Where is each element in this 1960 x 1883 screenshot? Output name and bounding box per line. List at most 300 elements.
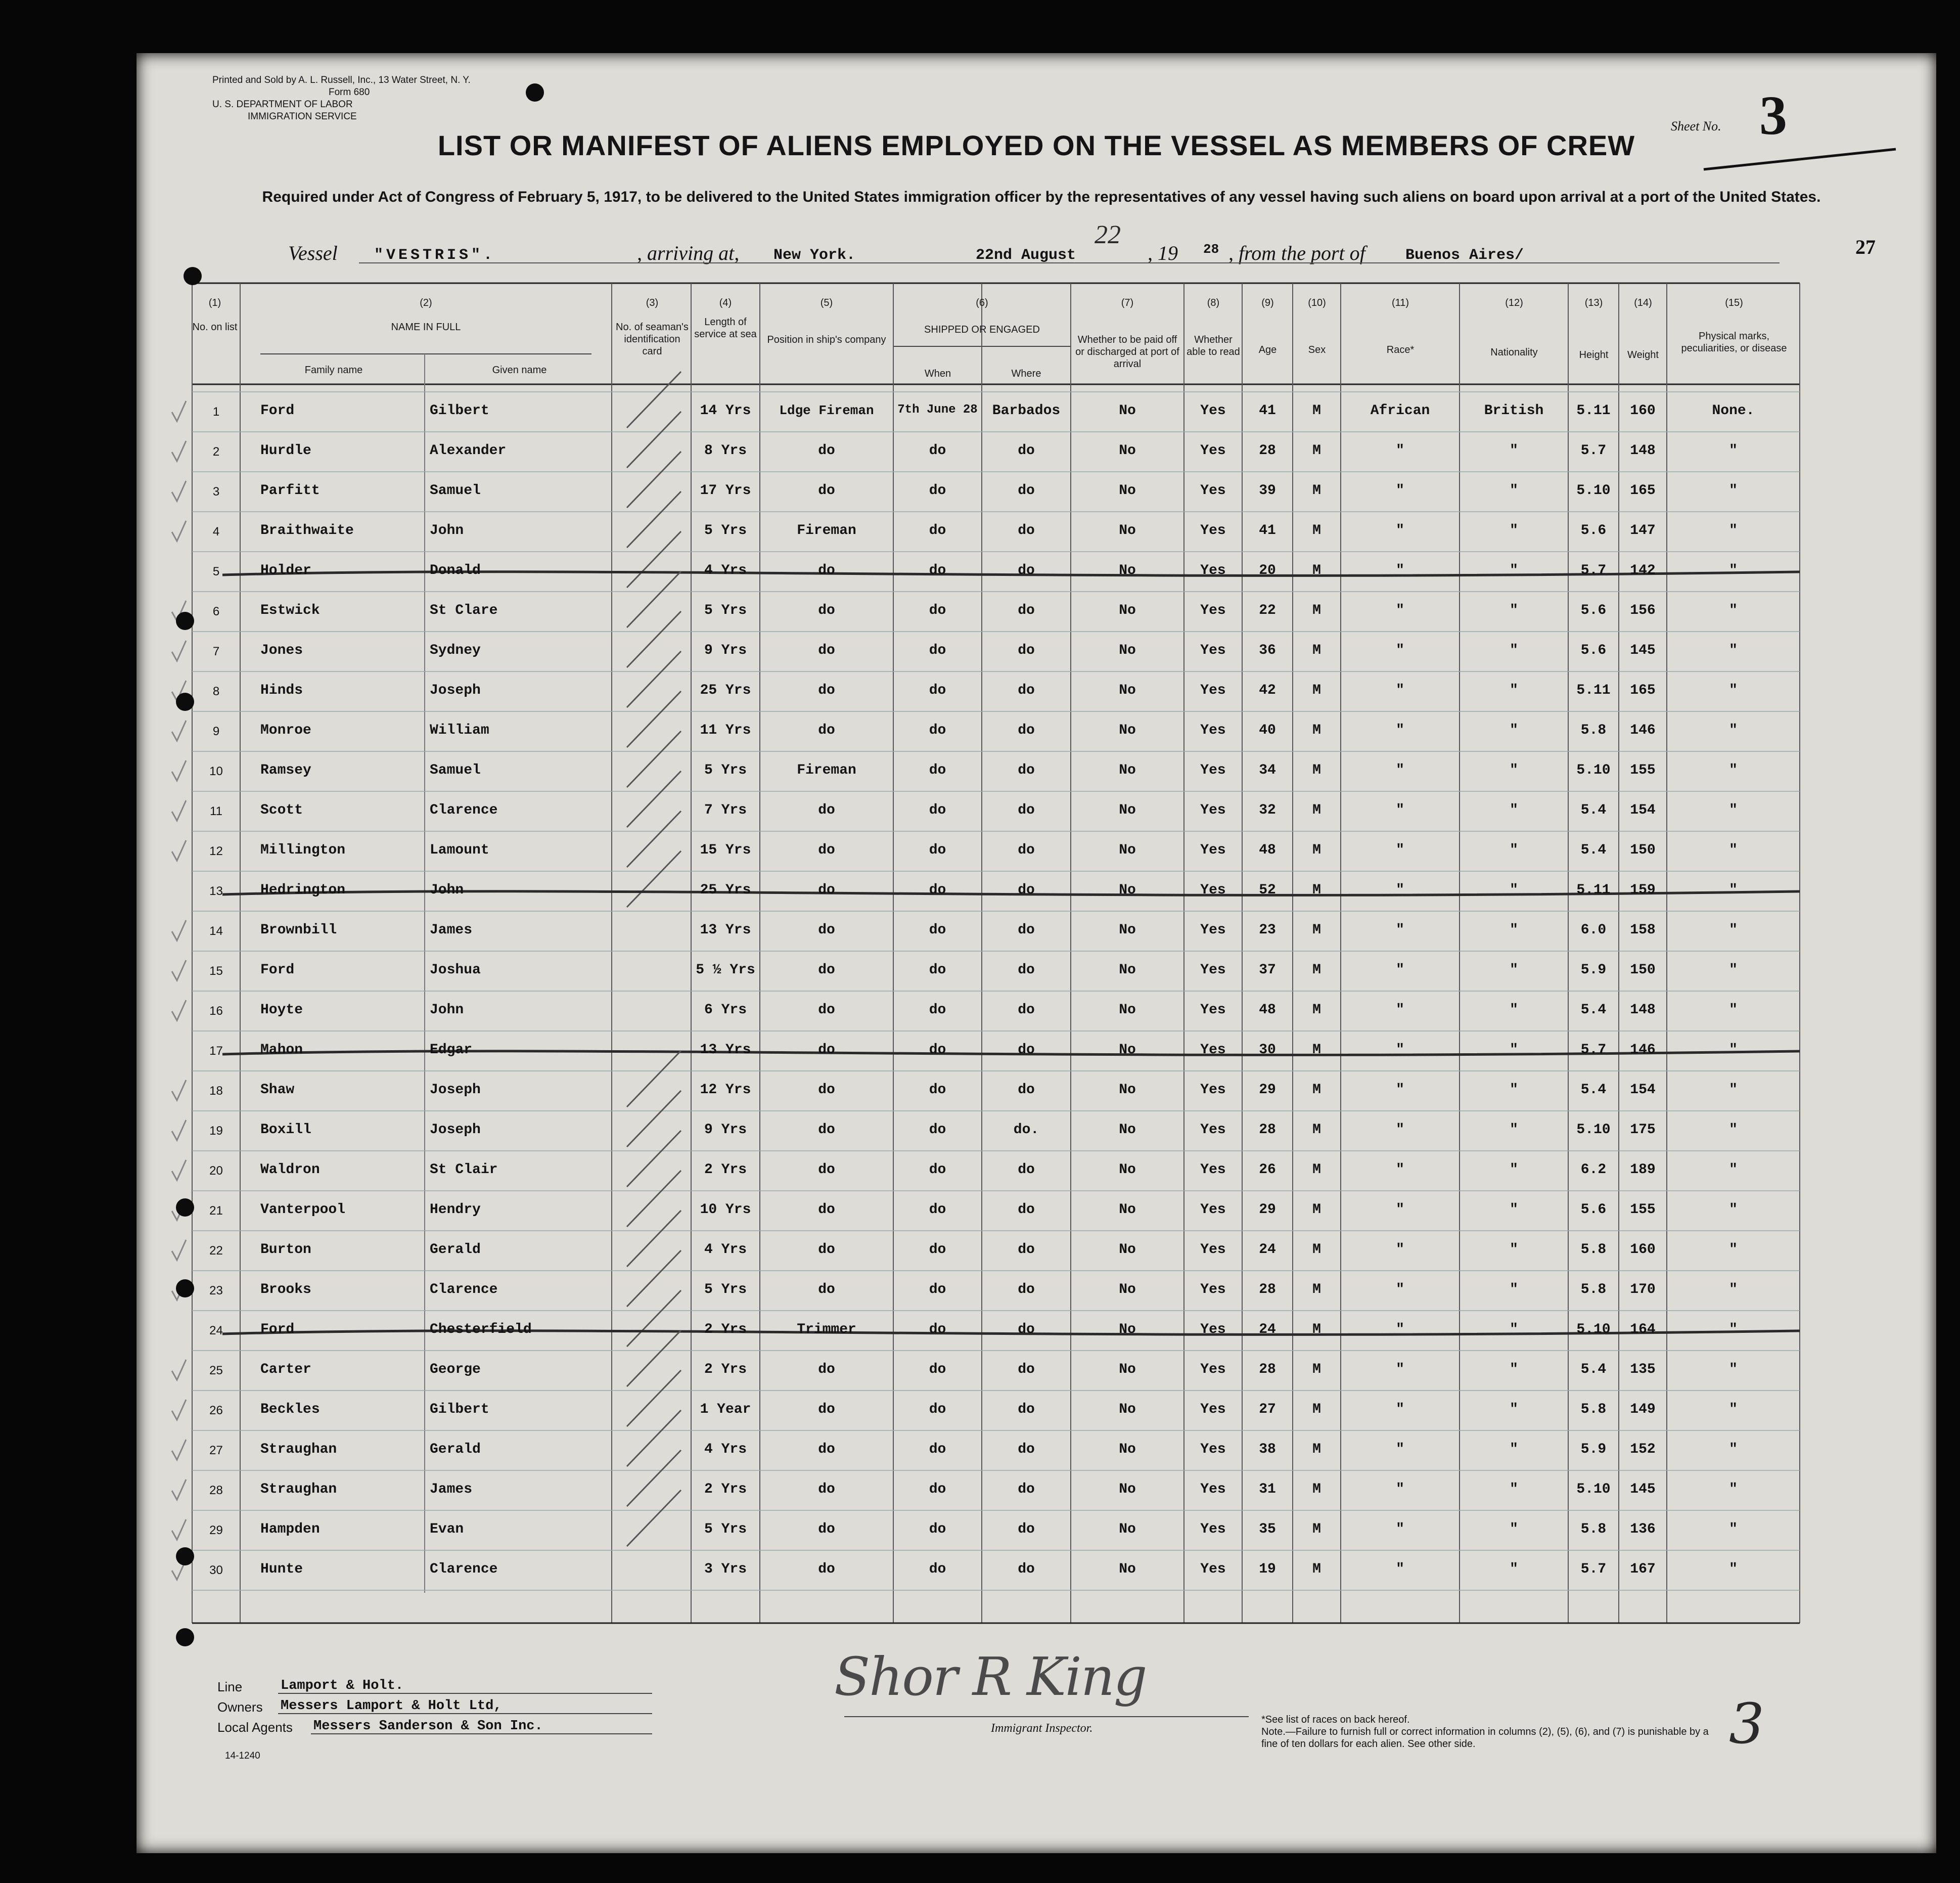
family-name: Holder bbox=[260, 563, 311, 578]
race: " bbox=[1396, 1561, 1404, 1577]
physical-marks: " bbox=[1729, 1122, 1738, 1138]
arriving-label: , arriving at, bbox=[637, 242, 740, 264]
margin-check-icon bbox=[172, 1519, 186, 1540]
row-number: 28 bbox=[209, 1484, 223, 1497]
row-number: 26 bbox=[209, 1404, 223, 1417]
physical-marks: " bbox=[1729, 1442, 1738, 1457]
col9-number: (9) bbox=[1261, 297, 1274, 308]
shipped-when: do bbox=[929, 1162, 946, 1178]
margin-check-icon bbox=[172, 721, 186, 741]
height: 5.10 bbox=[1576, 763, 1611, 778]
sex: M bbox=[1312, 1242, 1321, 1258]
shipped-where: do bbox=[1018, 962, 1035, 978]
age: 26 bbox=[1259, 1162, 1276, 1178]
race: " bbox=[1396, 443, 1404, 459]
paid-off: No bbox=[1119, 443, 1136, 459]
height: 5.6 bbox=[1580, 643, 1607, 658]
margin-check-icon bbox=[172, 920, 186, 940]
service-length: 11 Yrs bbox=[700, 723, 751, 738]
service-length: 5 Yrs bbox=[704, 603, 747, 618]
race: " bbox=[1396, 1282, 1404, 1297]
height: 5.11 bbox=[1576, 683, 1611, 698]
physical-marks: " bbox=[1729, 683, 1738, 698]
shipped-when: do bbox=[929, 1242, 946, 1258]
given-name: James bbox=[430, 922, 473, 938]
weight: 145 bbox=[1630, 643, 1656, 658]
owners-value: Messers Lamport & Holt Ltd, bbox=[281, 1698, 502, 1714]
race: " bbox=[1396, 1322, 1404, 1337]
shipped-when: 7th June 28 bbox=[897, 403, 978, 417]
age: 27 bbox=[1259, 1402, 1276, 1417]
weight: 136 bbox=[1630, 1521, 1656, 1537]
service-length: 5 Yrs bbox=[704, 523, 747, 539]
weight: 160 bbox=[1630, 1242, 1656, 1258]
able-to-read: Yes bbox=[1200, 683, 1226, 698]
age: 22 bbox=[1259, 603, 1276, 618]
row-number: 17 bbox=[209, 1044, 223, 1058]
given-name: Gilbert bbox=[430, 403, 489, 419]
service-length: 8 Yrs bbox=[704, 443, 747, 459]
weight: 146 bbox=[1630, 723, 1656, 738]
paid-off: No bbox=[1119, 922, 1136, 938]
inspector-label: Immigrant Inspector. bbox=[991, 1722, 1093, 1735]
punch-hole bbox=[526, 83, 544, 102]
able-to-read: Yes bbox=[1200, 1002, 1226, 1018]
age: 48 bbox=[1259, 842, 1276, 858]
age: 35 bbox=[1259, 1521, 1276, 1537]
nationality: " bbox=[1510, 1521, 1518, 1537]
shipped-when: do bbox=[929, 1442, 946, 1457]
able-to-read: Yes bbox=[1200, 802, 1226, 818]
ship-position: Ldge Fireman bbox=[779, 403, 874, 418]
physical-marks: " bbox=[1729, 1082, 1738, 1098]
service-length: 25 Yrs bbox=[700, 882, 751, 898]
physical-marks: " bbox=[1729, 563, 1738, 578]
paid-off: No bbox=[1119, 1002, 1136, 1018]
weight: 135 bbox=[1630, 1362, 1656, 1377]
col7-header: Whether to be paid off or discharged at port of arrival bbox=[1075, 334, 1179, 370]
family-name: Boxill bbox=[260, 1122, 311, 1138]
able-to-read: Yes bbox=[1200, 1122, 1226, 1138]
shipped-where: do bbox=[1018, 483, 1035, 499]
age: 30 bbox=[1259, 1042, 1276, 1058]
height: 5.10 bbox=[1576, 1322, 1611, 1337]
margin-check-icon bbox=[172, 1240, 186, 1260]
given-name: Samuel bbox=[430, 483, 481, 499]
sex: M bbox=[1312, 403, 1321, 419]
age: 20 bbox=[1259, 563, 1276, 578]
shipped-where: do bbox=[1018, 1521, 1035, 1537]
service-length: 17 Yrs bbox=[700, 483, 751, 499]
given-name: St Clare bbox=[430, 603, 498, 618]
shipped-when: do bbox=[929, 1482, 946, 1497]
height: 5.11 bbox=[1576, 882, 1611, 898]
col6-where-header: Where bbox=[1011, 368, 1041, 379]
race: " bbox=[1396, 922, 1404, 938]
shipped-where: do bbox=[1018, 1242, 1035, 1258]
from-port-label: , from the port of bbox=[1228, 242, 1365, 264]
penalty-note: Note.—Failure to furnish full or correct information in columns (2), (5), (6), and (7) is punishable by a fine of ten dollars for each alien. See other side. bbox=[1261, 1726, 1709, 1750]
ship-position: Trimmer bbox=[797, 1322, 856, 1337]
family-name: Vanterpool bbox=[260, 1202, 346, 1218]
row-number: 9 bbox=[212, 725, 220, 738]
inspector-signature: Shor R King bbox=[834, 1646, 1147, 1708]
margin-check-icon bbox=[172, 1080, 186, 1100]
col6-number: (6) bbox=[976, 297, 988, 308]
sex: M bbox=[1312, 1002, 1321, 1018]
paid-off: No bbox=[1119, 1042, 1136, 1058]
row-number: 2 bbox=[212, 445, 220, 459]
family-name: Millington bbox=[260, 842, 346, 858]
paid-off: No bbox=[1119, 523, 1136, 539]
sheet-number-underline bbox=[1704, 149, 1896, 169]
agents-value: Messers Sanderson & Son Inc. bbox=[313, 1719, 543, 1734]
shipped-where: do bbox=[1018, 1561, 1035, 1577]
ship-position: do bbox=[818, 563, 835, 578]
nationality: " bbox=[1510, 643, 1518, 658]
race: " bbox=[1396, 683, 1404, 698]
row-number: 16 bbox=[209, 1004, 223, 1018]
manifest-sheet bbox=[136, 53, 1936, 1853]
paid-off: No bbox=[1119, 802, 1136, 818]
family-name: Parfitt bbox=[260, 483, 320, 499]
paid-off: No bbox=[1119, 1202, 1136, 1218]
given-name: James bbox=[430, 1482, 473, 1497]
service-length: 25 Yrs bbox=[700, 683, 751, 698]
ship-position: do bbox=[818, 882, 835, 898]
col6-header: SHIPPED OR ENGAGED bbox=[924, 324, 1040, 335]
margin-check-icon bbox=[172, 1440, 186, 1460]
paid-off: No bbox=[1119, 1442, 1136, 1457]
year-label: , 19 bbox=[1148, 242, 1178, 264]
margin-check-icon bbox=[172, 1480, 186, 1500]
nationality: " bbox=[1510, 1242, 1518, 1258]
margin-check-icon bbox=[172, 800, 186, 821]
race: " bbox=[1396, 1042, 1404, 1058]
ship-position: do bbox=[818, 1482, 835, 1497]
form-number: Form 680 bbox=[329, 87, 370, 98]
service-length: 14 Yrs bbox=[700, 403, 751, 419]
sheet-number: 3 bbox=[1759, 84, 1787, 146]
weight: 147 bbox=[1630, 523, 1656, 539]
race: " bbox=[1396, 1242, 1404, 1258]
age: 31 bbox=[1259, 1482, 1276, 1497]
physical-marks: " bbox=[1729, 443, 1738, 459]
sex: M bbox=[1312, 1322, 1321, 1337]
height: 5.6 bbox=[1580, 1202, 1607, 1218]
shipped-where: do bbox=[1018, 603, 1035, 618]
age: 39 bbox=[1259, 483, 1276, 499]
given-name: Joseph bbox=[430, 1082, 481, 1098]
race: " bbox=[1396, 1362, 1404, 1377]
family-name: Carter bbox=[260, 1362, 311, 1377]
race: " bbox=[1396, 1122, 1404, 1138]
service-length: 5 Yrs bbox=[704, 1521, 747, 1537]
height: 5.8 bbox=[1580, 1402, 1607, 1417]
physical-marks: " bbox=[1729, 802, 1738, 818]
able-to-read: Yes bbox=[1200, 842, 1226, 858]
race: " bbox=[1396, 603, 1404, 618]
able-to-read: Yes bbox=[1200, 1202, 1226, 1218]
nationality: " bbox=[1510, 1042, 1518, 1058]
ship-position: do bbox=[818, 1362, 835, 1377]
paid-off: No bbox=[1119, 683, 1136, 698]
margin-check-icon bbox=[172, 1160, 186, 1180]
race: " bbox=[1396, 1442, 1404, 1457]
punch-hole bbox=[176, 1198, 194, 1217]
agents-label: Local Agents bbox=[217, 1720, 293, 1735]
sex: M bbox=[1312, 1122, 1321, 1138]
shipped-where: do bbox=[1018, 523, 1035, 539]
height: 5.8 bbox=[1580, 1282, 1607, 1297]
ship-position: do bbox=[818, 962, 835, 978]
service-length: 9 Yrs bbox=[704, 643, 747, 658]
row-number: 10 bbox=[209, 765, 223, 778]
shipped-where: do bbox=[1018, 683, 1035, 698]
service-length: 15 Yrs bbox=[700, 842, 751, 858]
punch-hole bbox=[176, 612, 194, 630]
footer-form-code: 14-1240 bbox=[225, 1751, 260, 1761]
vessel-label: Vessel bbox=[288, 242, 338, 264]
row-number: 4 bbox=[212, 525, 220, 539]
sheet-number-label: Sheet No. bbox=[1671, 119, 1721, 133]
family-name: Hurdle bbox=[260, 443, 311, 459]
weight: 155 bbox=[1630, 763, 1656, 778]
ship-position: do bbox=[818, 922, 835, 938]
weight: 159 bbox=[1630, 882, 1656, 898]
able-to-read: Yes bbox=[1200, 483, 1226, 499]
shipped-where: do bbox=[1018, 1442, 1035, 1457]
able-to-read: Yes bbox=[1200, 1521, 1226, 1537]
height: 5.8 bbox=[1580, 1242, 1607, 1258]
family-name: Hoyte bbox=[260, 1002, 303, 1018]
family-name: Straughan bbox=[260, 1482, 337, 1497]
shipped-when: do bbox=[929, 1402, 946, 1417]
race: " bbox=[1396, 1482, 1404, 1497]
shipped-where: do bbox=[1018, 1042, 1035, 1058]
family-name: Brownbill bbox=[260, 922, 337, 938]
nationality: " bbox=[1510, 443, 1518, 459]
family-name: Beckles bbox=[260, 1402, 320, 1417]
race: " bbox=[1396, 523, 1404, 539]
able-to-read: Yes bbox=[1200, 643, 1226, 658]
family-name: Straughan bbox=[260, 1442, 337, 1457]
row-number: 30 bbox=[209, 1563, 223, 1577]
row-number: 7 bbox=[212, 645, 220, 658]
sex: M bbox=[1312, 1282, 1321, 1297]
ship-position: do bbox=[818, 1162, 835, 1178]
nationality: " bbox=[1510, 1282, 1518, 1297]
given-name: St Clair bbox=[430, 1162, 498, 1178]
sex: M bbox=[1312, 443, 1321, 459]
service-length: 10 Yrs bbox=[700, 1202, 751, 1218]
sex: M bbox=[1312, 1082, 1321, 1098]
row-number: 25 bbox=[209, 1364, 223, 1377]
page-number: 27 bbox=[1855, 236, 1876, 258]
height: 5.9 bbox=[1580, 1442, 1607, 1457]
able-to-read: Yes bbox=[1200, 1082, 1226, 1098]
row-number: 27 bbox=[209, 1444, 223, 1457]
family-name: Jones bbox=[260, 643, 303, 658]
weight: 160 bbox=[1630, 403, 1656, 419]
weight: 165 bbox=[1630, 683, 1656, 698]
shipped-when: do bbox=[929, 1122, 946, 1138]
row-number: 24 bbox=[209, 1324, 223, 1337]
race: " bbox=[1396, 842, 1404, 858]
able-to-read: Yes bbox=[1200, 603, 1226, 618]
nationality: " bbox=[1510, 1122, 1518, 1138]
paid-off: No bbox=[1119, 962, 1136, 978]
race: " bbox=[1396, 1082, 1404, 1098]
age: 28 bbox=[1259, 1282, 1276, 1297]
age: 38 bbox=[1259, 1442, 1276, 1457]
given-name: Chesterfield bbox=[430, 1322, 532, 1337]
col2-number: (2) bbox=[420, 297, 432, 308]
col11-number: (11) bbox=[1391, 297, 1409, 308]
margin-check-icon bbox=[172, 960, 186, 980]
punch-hole bbox=[176, 1628, 194, 1646]
sex: M bbox=[1312, 1561, 1321, 1577]
paid-off: No bbox=[1119, 763, 1136, 778]
row-number: 15 bbox=[209, 964, 223, 978]
sex: M bbox=[1312, 1202, 1321, 1218]
col2-given-header: Given name bbox=[492, 365, 547, 376]
family-name: Ford bbox=[260, 1322, 295, 1337]
col6-when-header: When bbox=[924, 368, 951, 379]
physical-marks: " bbox=[1729, 723, 1738, 738]
ship-position: Fireman bbox=[797, 523, 856, 539]
physical-marks: " bbox=[1729, 643, 1738, 658]
ship-position: do bbox=[818, 842, 835, 858]
family-name: Burton bbox=[260, 1242, 311, 1258]
service-length: 2 Yrs bbox=[704, 1322, 747, 1337]
given-name: Joseph bbox=[430, 683, 481, 698]
paid-off: No bbox=[1119, 723, 1136, 738]
given-name: Hendry bbox=[430, 1202, 481, 1218]
given-name: Joshua bbox=[430, 962, 481, 978]
sex: M bbox=[1312, 563, 1321, 578]
weight: 165 bbox=[1630, 483, 1656, 499]
shipped-where: do bbox=[1018, 1002, 1035, 1018]
shipped-where: do bbox=[1018, 1482, 1035, 1497]
owners-label: Owners bbox=[217, 1699, 263, 1715]
height: 5.10 bbox=[1576, 483, 1611, 499]
paid-off: No bbox=[1119, 483, 1136, 499]
sex: M bbox=[1312, 1362, 1321, 1377]
height: 5.4 bbox=[1580, 842, 1607, 858]
paid-off: No bbox=[1119, 403, 1136, 419]
nationality: " bbox=[1510, 802, 1518, 818]
physical-marks: " bbox=[1729, 1402, 1738, 1417]
physical-marks: " bbox=[1729, 763, 1738, 778]
shipped-when: do bbox=[929, 882, 946, 898]
given-name: Samuel bbox=[430, 763, 481, 778]
punch-hole bbox=[184, 267, 202, 285]
family-name: Brooks bbox=[260, 1282, 311, 1297]
col14-header: Weight bbox=[1627, 349, 1659, 361]
ship-position: do bbox=[818, 802, 835, 818]
height: 5.4 bbox=[1580, 802, 1607, 818]
margin-check-icon bbox=[172, 760, 186, 781]
shipped-when: do bbox=[929, 922, 946, 938]
age: 52 bbox=[1259, 882, 1276, 898]
nationality: " bbox=[1510, 842, 1518, 858]
nationality: " bbox=[1510, 1082, 1518, 1098]
able-to-read: Yes bbox=[1200, 1482, 1226, 1497]
sex: M bbox=[1312, 1042, 1321, 1058]
family-name: Hampden bbox=[260, 1521, 320, 1537]
paid-off: No bbox=[1119, 1322, 1136, 1337]
row-number: 5 bbox=[212, 565, 220, 578]
height: 6.0 bbox=[1580, 922, 1607, 938]
ship-position: do bbox=[818, 1402, 835, 1417]
given-name: Evan bbox=[430, 1521, 464, 1537]
height: 5.10 bbox=[1576, 1122, 1611, 1138]
weight: 148 bbox=[1630, 1002, 1656, 1018]
shipped-where: do bbox=[1018, 643, 1035, 658]
able-to-read: Yes bbox=[1200, 403, 1226, 419]
given-name: Clarence bbox=[430, 802, 498, 818]
able-to-read: Yes bbox=[1200, 1442, 1226, 1457]
height: 5.8 bbox=[1580, 723, 1607, 738]
shipped-when: do bbox=[929, 1362, 946, 1377]
age: 40 bbox=[1259, 723, 1276, 738]
age: 28 bbox=[1259, 1122, 1276, 1138]
margin-check-icon bbox=[172, 521, 186, 541]
weight: 158 bbox=[1630, 922, 1656, 938]
family-name: Monroe bbox=[260, 723, 311, 738]
given-name: George bbox=[430, 1362, 481, 1377]
given-name: Joseph bbox=[430, 1122, 481, 1138]
given-name: Gerald bbox=[430, 1242, 481, 1258]
paid-off: No bbox=[1119, 882, 1136, 898]
ship-position: do bbox=[818, 1202, 835, 1218]
age: 24 bbox=[1259, 1242, 1276, 1258]
nationality: British bbox=[1484, 403, 1544, 419]
height: 5.7 bbox=[1580, 1561, 1607, 1577]
margin-check-icon bbox=[172, 1360, 186, 1380]
nationality: " bbox=[1510, 1442, 1518, 1457]
paid-off: No bbox=[1119, 1521, 1136, 1537]
service-length: 7 Yrs bbox=[704, 802, 747, 818]
physical-marks: None. bbox=[1712, 403, 1755, 419]
family-name: Waldron bbox=[260, 1162, 320, 1178]
shipped-where: do bbox=[1018, 922, 1035, 938]
service-length: 3 Yrs bbox=[704, 1561, 747, 1577]
weight: 150 bbox=[1630, 842, 1656, 858]
shipped-when: do bbox=[929, 1561, 946, 1577]
race: " bbox=[1396, 1521, 1404, 1537]
paid-off: No bbox=[1119, 1242, 1136, 1258]
ship-position: Fireman bbox=[797, 763, 856, 778]
weight: 154 bbox=[1630, 802, 1656, 818]
sex: M bbox=[1312, 483, 1321, 499]
weight: 170 bbox=[1630, 1282, 1656, 1297]
service-length: 6 Yrs bbox=[704, 1002, 747, 1018]
physical-marks: " bbox=[1729, 962, 1738, 978]
given-name: Donald bbox=[430, 563, 481, 578]
weight: 155 bbox=[1630, 1202, 1656, 1218]
shipped-where: do bbox=[1018, 1402, 1035, 1417]
shipped-where: do bbox=[1018, 1202, 1035, 1218]
ship-position: do bbox=[818, 1242, 835, 1258]
physical-marks: " bbox=[1729, 1162, 1738, 1178]
row-number: 22 bbox=[209, 1244, 223, 1258]
shipped-when: do bbox=[929, 842, 946, 858]
service-length: 13 Yrs bbox=[700, 922, 751, 938]
col15-header: Physical marks, peculiarities, or disease bbox=[1681, 331, 1787, 354]
race: " bbox=[1396, 1202, 1404, 1218]
